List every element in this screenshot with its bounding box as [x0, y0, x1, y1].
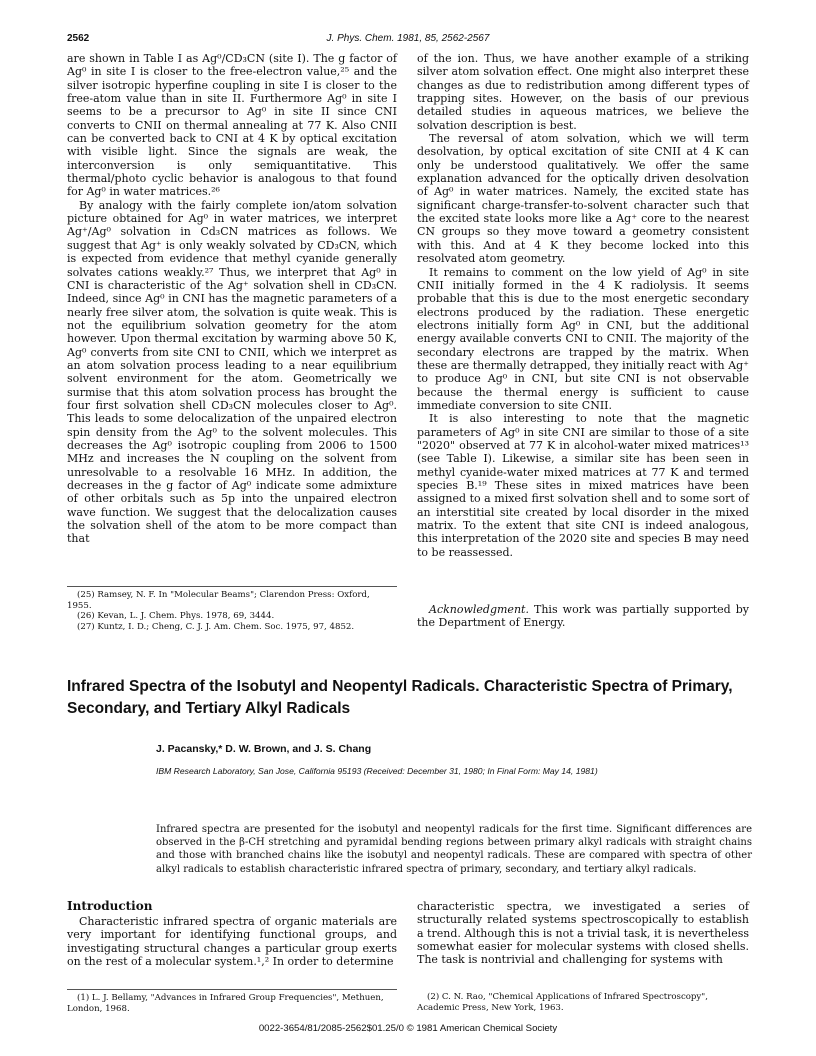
article-title: Infrared Spectra of the Isobutyl and Neopentyl Radicals. Characteristic Spectra of Primary, Secondary, and Tertiary Alkyl Radicals — [67, 678, 733, 717]
paragraph: It is also interesting to note that the magnetic parameters of Ag⁰ in site CNI are similar to those of a site "2020" observed at 77 K in alcohol-water mixed matrices¹³ (see Table I). Likewise, a similar site has been seen in methyl cyanide-water mixed matrices at 77 K and termed species B.¹⁹ These sites in mixed matrices have been assigned to a mixed first solvation shell and to some sort of an interstitial site created by local disorder in the mixed matrix. To the extent that site CNI is indeed analogous, this interpretation of the 2020 site and species B may need to be reassessed. — [417, 412, 749, 559]
paragraph: characteristic spectra, we investigated a series of structurally related systems spectroscopically to establish a trend. Although this is not a trivial task, it is nevertheless somewhat easier for molecular systems with closed shells. The task is nontrivial and challenging for systems with — [417, 900, 749, 967]
paragraph: are shown in Table I as Ag⁰/CD₃CN (site I). The g factor of Ag⁰ in site I is closer to the free-electron value,²⁵ and the silver isotropic hyperfine coupling in site I is closer to the free-atom value than in site II. Furthermore Ag⁰ in site I seems to be a precursor to Ag⁰ in site II since CNI converts to CNII on thermal annealing at 77 K. Also CNII can be converted back to CNI at 4 K by optical excitation with visible light. Since the signals are weak, the interconversion is only semiquantitative. This thermal/photo cyclic behavior is analogous to that found for Ag⁰ in water matrices.²⁶ — [67, 52, 397, 199]
left-footnotes — [67, 586, 397, 632]
running-header — [67, 33, 749, 49]
footnote-2: (2) C. N. Rao, "Chemical Applications of Infrared Spectroscopy", Academic Press, New York, 1963. — [417, 992, 708, 1013]
article-affiliation: IBM Research Laboratory, San Jose, California 95193 (Received: December 31, 1980; In Final Form: May 14, 1981) — [156, 766, 598, 776]
right-column — [417, 52, 749, 559]
copyright-footer: 0022-3654/81/2085-2562$01.25/0 © 1981 American Chemical Society — [258, 1023, 558, 1034]
footnote-27: (27) Kuntz, I. D.; Cheng, C. J. J. Am. Chem. Soc. 1975, 97, 4852. — [77, 621, 355, 632]
introduction-right — [417, 900, 749, 967]
page-number: 2562 — [67, 33, 90, 44]
journal-citation: J. Phys. Chem. 1981, 85, 2562-2567 — [326, 33, 490, 44]
footnote-26: (26) Kevan, L. J. Chem. Phys. 1978, 69, 3444. — [77, 611, 275, 622]
article-authors: J. Pacansky,* D. W. Brown, and J. S. Chang — [156, 743, 372, 755]
paragraph: By analogy with the fairly complete ion/atom solvation picture obtained for Ag⁰ in water matrices, we interpret Ag⁺/Ag⁰ solvation in Cd₃CN matrices as follows. We suggest that Ag⁺ is only weakly solvated by CD₃CN, which is expected from evidence that methyl cyanide generally solvates cations weakly.²⁷ Thus, we interpret that Ag⁰ in CNI is characteristic of the Ag⁺ solvation shell in CD₃CN. Indeed, since Ag⁰ in CNI has the magnetic parameters of a nearly free silver atom, the solvation is quite weak. This is not the equilibrium solvation geometry for the atom however. Upon thermal excitation by warming above 50 K, Ag⁰ converts from site CNI to CNII, which we interpret as an atom solvation process leading to a near equilibrium solvent environment for the atom. Geometrically we surmise that this atom solvation process has brought the four first solvation shell CD₃CN molecules closer to Ag⁰. This leads to some delocalization of the unpaired electron spin density from the Ag⁰ to the solvent molecules. This decreases the Ag⁰ isotropic coupling from 2006 to 1500 MHz and increases the N coupling on the solvent from unresolvable to a resolvable 16 MHz. In addition, the decreases in the g factor of Ag⁰ indicate some admixture of other orbitals such as 5p into the unpaired electron wave function. We suggest that the delocalization causes the solvation shell of the atom to be more compact than that — [67, 198, 397, 546]
acknowledgment-heading: Acknowledgment. — [429, 603, 529, 616]
paragraph: The reversal of atom solvation, which we will term desolvation, by optical excitation of site CNII at 4 K can only be understood qualitatively. We offer the same explanation advanced for the optically driven desolvation of Ag⁰ in water matrices. Namely, the excited state has significant charge-transfer-to-solvent character such that the excited state looks more like a Ag⁺ core to the nearest CN groups so they move toward a geometry consistent with this. And at 4 K they become locked into this resolvated atom geometry. — [417, 132, 749, 266]
introduction-left — [67, 915, 397, 968]
acknowledgment — [417, 603, 749, 630]
paragraph: It remains to comment on the low yield of Ag⁰ in site CNII initially formed in the 4 K radiolysis. It seems probable that this is due to the most energetic secondary electrons produced by the radiation. These energetic electrons initially form Ag⁰ in CNI, but the additional energy available converts CNI to CNII. The majority of the secondary electrons are trapped by the matrix. When these are thermally detrapped, they initially react with Ag⁺ to produce Ag⁰ in CNI, but site CNI is not observable because the thermal energy is sufficient to cause immediate conversion to site CNII. — [417, 265, 749, 412]
paragraph: of the ion. Thus, we have another example of a striking silver atom solvation effect. One might also interpret these changes as due to redistribution among different types of trapping sites. However, on the basis of our previous detailed studies in aqueous matrices, we believe the solvation description is best. — [417, 52, 749, 132]
acknowledgment-text: This work was partially supported by the Department of Energy. — [417, 603, 749, 630]
left-column — [67, 52, 397, 546]
article-abstract: Infrared spectra are presented for the isobutyl and neopentyl radicals for the first time. Significant differences are observed in the β-CH stretching and pyramidal bending regions between primary alkyl radicals with straight chains and those with branched chains like the isobutyl and neopentyl radicals. These are compared with spectra of other alkyl radicals to establish characteristic infrared spectra of primary, secondary, and tertiary alkyl radicals. — [156, 824, 752, 875]
introduction-heading: Introduction — [67, 899, 153, 913]
footnote-25: (25) Ramsey, N. F. In "Molecular Beams"; Clarendon Press: Oxford, 1955. — [67, 590, 370, 611]
footnote-1: (1) L. J. Bellamy, "Advances in Infrared Group Frequencies", Methuen, London, 1968. — [67, 989, 397, 1014]
paragraph: Characteristic infrared spectra of organic materials are very important for identifying functional groups, and investigating structural changes a particular group exerts on the rest of a molecular system.¹,² In order to determine — [67, 915, 397, 969]
